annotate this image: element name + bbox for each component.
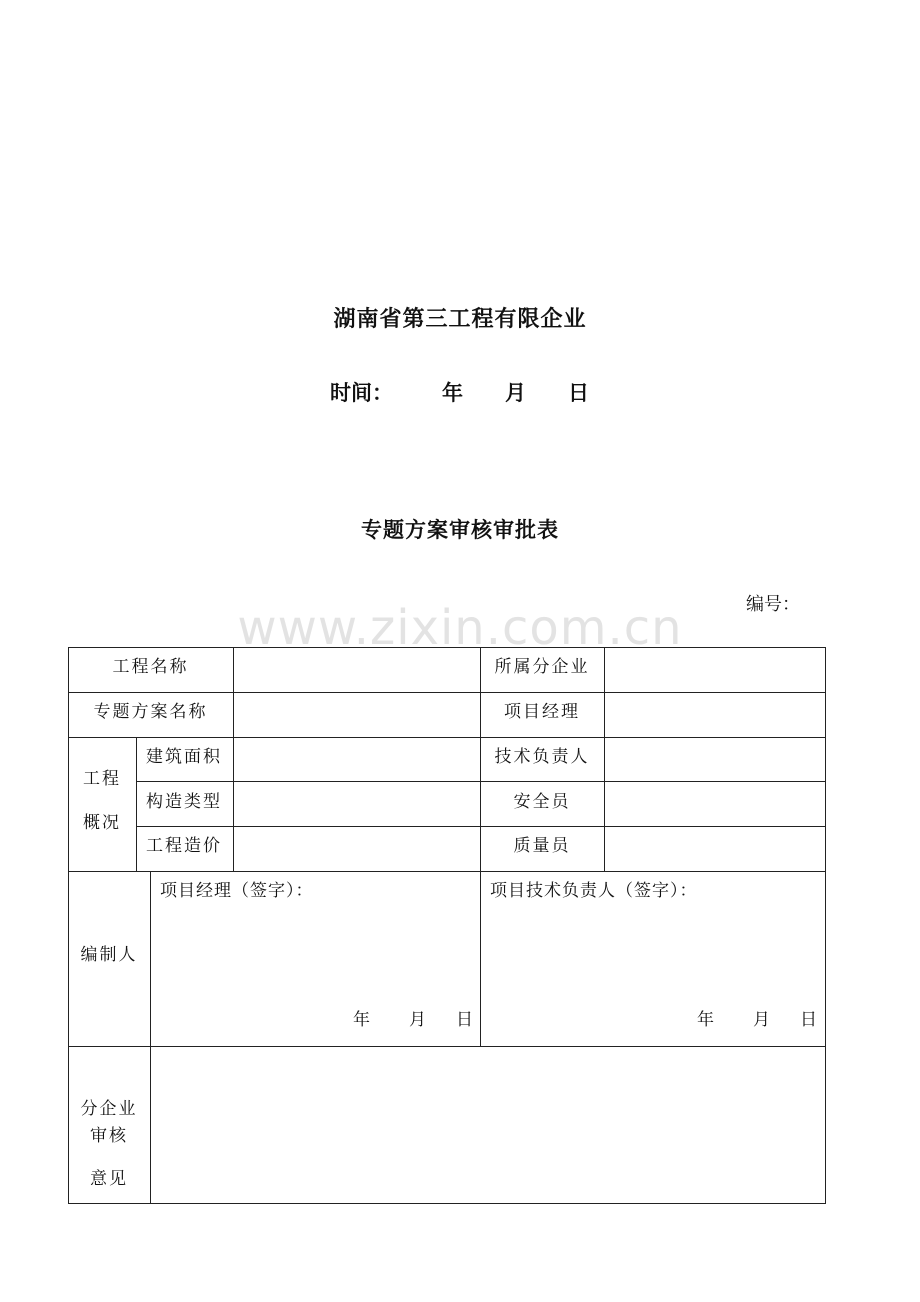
tech-sign-year: 年 xyxy=(697,1010,716,1030)
tech-signature-label: 项目技术负责人（签字）： xyxy=(490,881,698,901)
date-year: 年 xyxy=(442,380,463,405)
pm-sign-year: 年 xyxy=(353,1010,372,1030)
label-plan-name: 专题方案名称 xyxy=(93,702,208,722)
label-review-line3: 意见 xyxy=(90,1169,128,1189)
pm-sign-day: 日 xyxy=(456,1010,475,1030)
label-review-line1: 分企业 xyxy=(80,1099,138,1119)
label-overview-line1: 工程 xyxy=(83,769,121,789)
label-quality-officer: 质量员 xyxy=(513,836,571,856)
label-project-name: 工程名称 xyxy=(112,657,189,677)
label-subsidiary: 所属分企业 xyxy=(494,657,590,677)
watermark: www.zixin.com.cn xyxy=(237,600,683,656)
company-name: 湖南省第三工程有限企业 xyxy=(333,306,587,332)
form-title: 专题方案审核审批表 xyxy=(361,517,559,542)
label-structure-type: 构造类型 xyxy=(146,792,222,812)
label-tech-lead: 技术负责人 xyxy=(494,747,590,767)
label-overview-line2: 概况 xyxy=(83,813,121,833)
label-project-cost: 工程造价 xyxy=(146,836,222,856)
date-day: 日 xyxy=(568,380,589,405)
pm-sign-month: 月 xyxy=(409,1010,428,1030)
date-month: 月 xyxy=(505,380,526,405)
tech-sign-day: 日 xyxy=(800,1010,819,1030)
label-review-line2: 审核 xyxy=(90,1126,128,1146)
label-project-manager: 项目经理 xyxy=(504,702,580,722)
label-building-area: 建筑面积 xyxy=(146,747,222,767)
label-safety-officer: 安全员 xyxy=(513,792,571,812)
label-compiler: 编制人 xyxy=(80,945,138,965)
tech-sign-month: 月 xyxy=(753,1010,772,1030)
date-label: 时间： xyxy=(330,380,393,405)
form-number-label: 编号： xyxy=(746,594,800,615)
pm-signature-label: 项目经理（签字）： xyxy=(160,881,314,901)
